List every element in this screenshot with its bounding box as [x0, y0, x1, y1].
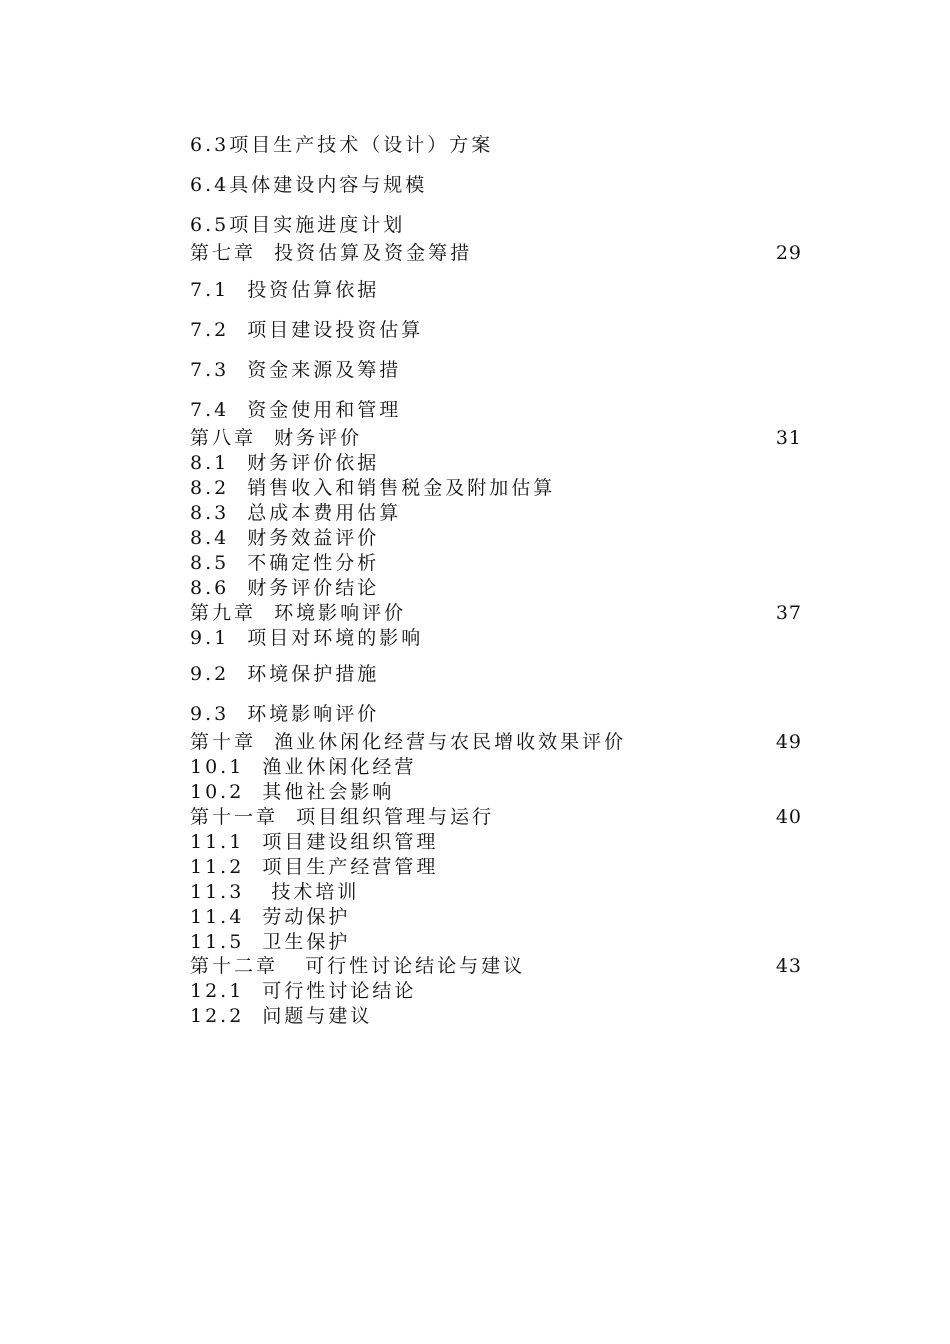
toc-entry-8-4: 8.4 财务效益评价: [190, 527, 380, 549]
toc-entry-7-1: 7.1 投资估算依据: [190, 279, 380, 301]
toc-page-chapter-9: 37: [775, 602, 802, 624]
toc-entry-11-3: 11.3 技术培训: [190, 881, 360, 903]
toc-entry-8-5: 8.5 不确定性分析: [190, 552, 380, 574]
toc-entry-7-4: 7.4 资金使用和管理: [190, 399, 402, 421]
toc-chapter-8: 第八章 财务评价: [190, 427, 363, 449]
toc-entry-8-6: 8.6 财务评价结论: [190, 577, 380, 599]
toc-entry-11-1: 11.1 项目建设组织管理: [190, 831, 439, 853]
toc-chapter-7: 第七章 投资估算及资金筹措: [190, 242, 473, 264]
toc-chapter-11: 第十一章 项目组织管理与运行: [190, 806, 495, 828]
toc-entry-9-3: 9.3 环境影响评价: [190, 703, 380, 725]
toc-entry-11-2: 11.2 项目生产经营管理: [190, 856, 439, 878]
toc-entry-12-1: 12.1 可行性讨论结论: [190, 980, 417, 1002]
toc-entry-11-5: 11.5 卫生保护: [190, 931, 351, 953]
toc-page-chapter-11: 40: [775, 806, 802, 828]
toc-chapter-10: 第十章 渔业休闲化经营与农民增收效果评价: [190, 731, 627, 753]
toc-entry-11-4: 11.4 劳动保护: [190, 906, 351, 928]
toc-entry-7-2: 7.2 项目建设投资估算: [190, 319, 424, 341]
toc-page-chapter-7: 29: [775, 242, 802, 264]
toc-entry-8-1: 8.1 财务评价依据: [190, 452, 380, 474]
toc-page-chapter-8: 31: [775, 427, 802, 449]
toc-entry-10-1: 10.1 渔业休闲化经营: [190, 756, 417, 778]
toc-chapter-12: 第十二章 可行性讨论结论与建议: [190, 955, 526, 977]
toc-chapter-9: 第九章 环境影响评价: [190, 602, 407, 624]
toc-entry-8-2: 8.2 销售收入和销售税金及附加估算: [190, 477, 556, 499]
toc-entry-8-3: 8.3 总成本费用估算: [190, 502, 402, 524]
toc-entry-7-3: 7.3 资金来源及筹措: [190, 359, 402, 381]
toc-entry-9-1: 9.1 项目对环境的影响: [190, 627, 424, 649]
toc-entry-6-4: 6.4具体建设内容与规模: [190, 174, 428, 196]
toc-entry-9-2: 9.2 环境保护措施: [190, 663, 380, 685]
toc-entry-10-2: 10.2 其他社会影响: [190, 781, 395, 803]
toc-page-chapter-12: 43: [775, 955, 802, 977]
toc-page-chapter-10: 49: [775, 731, 802, 753]
toc-entry-6-5: 6.5项目实施进度计划: [190, 214, 406, 236]
toc-entry-12-2: 12.2 问题与建议: [190, 1005, 373, 1027]
toc-entry-6-3: 6.3项目生产技术（设计）方案: [190, 134, 494, 156]
